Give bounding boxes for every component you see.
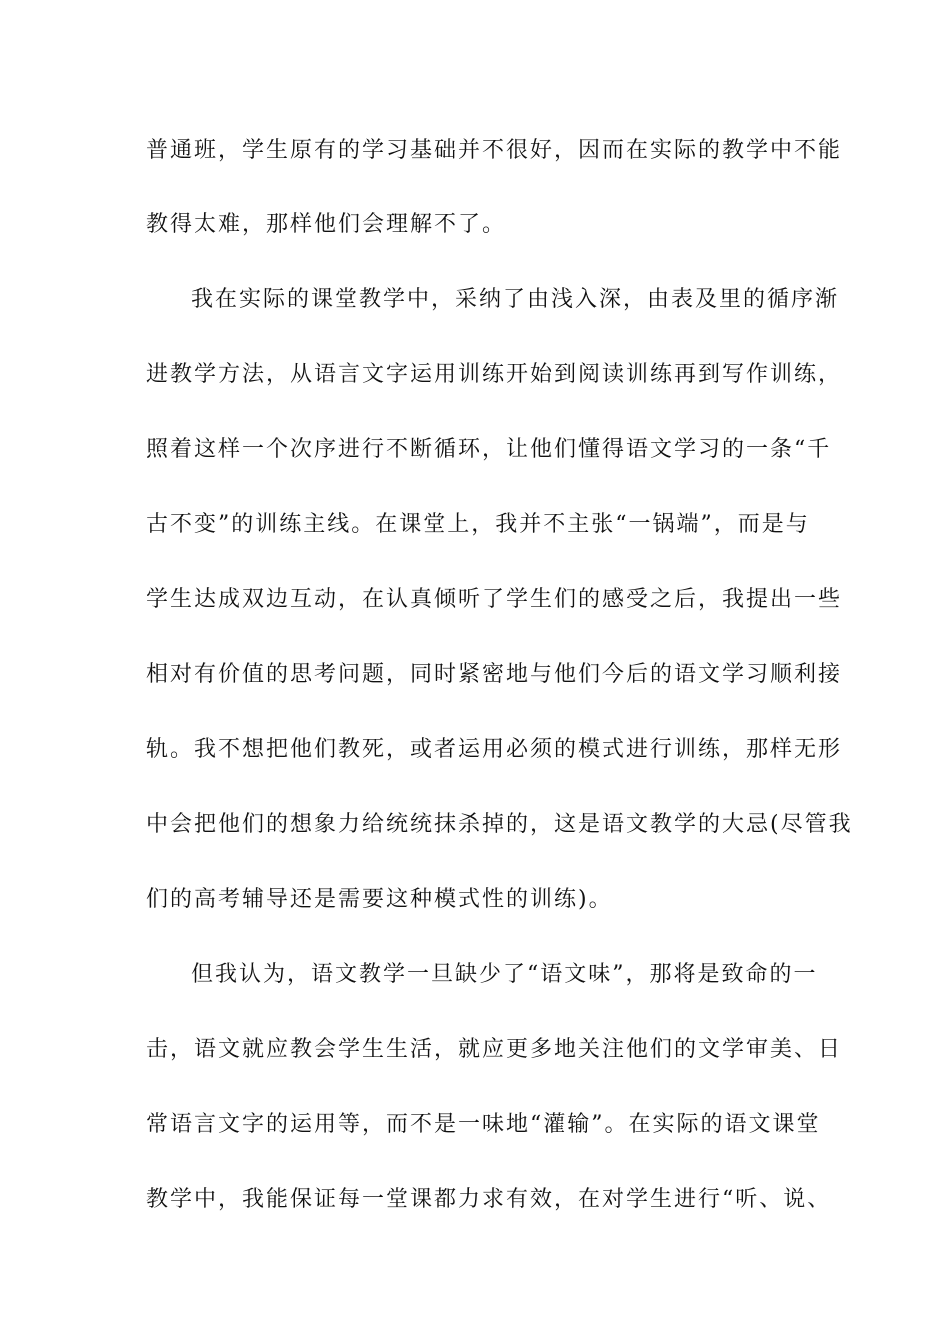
paragraph-first-line: 我在实际的课堂教学中，采纳了由浅入深，由表及里的循序渐 bbox=[191, 287, 840, 312]
paragraph-line: 照着这样一个次序进行不断循环，让他们懂得语文学习的一条“千 bbox=[146, 437, 832, 462]
paragraph-line: 中会把他们的想象力给统统抹杀掉的，这是语文教学的大忌(尽管我 bbox=[146, 812, 853, 837]
paragraph-line: 普通班，学生原有的学习基础并不很好，因而在实际的教学中不能 bbox=[146, 138, 843, 163]
paragraph-line: 进教学方法，从语言文字运用训练开始到阅读训练再到写作训练， bbox=[146, 362, 843, 387]
paragraph-line: 学生达成双边互动，在认真倾听了学生们的感受之后，我提出一些 bbox=[146, 587, 843, 612]
paragraph-first-line: 但我认为，语文教学一旦缺少了“语文味”，那将是致命的一 bbox=[191, 962, 818, 987]
paragraph-line: 相对有价值的思考问题，同时紧密地与他们今后的语文学习顺利接 bbox=[146, 662, 843, 687]
paragraph-line: 教学中，我能保证每一堂课都力求有效，在对学生进行“听、说、 bbox=[146, 1187, 832, 1212]
paragraph-line: 教得太难，那样他们会理解不了。 bbox=[146, 212, 507, 237]
paragraph-line: 们的高考辅导还是需要这种模式性的训练)。 bbox=[146, 887, 613, 912]
paragraph-line: 古不变”的训练主线。在课堂上，我并不主张“一锅端”，而是与 bbox=[146, 512, 810, 537]
paragraph-line: 轨。我不想把他们教死，或者运用必须的模式进行训练，那样无形 bbox=[146, 737, 843, 762]
paragraph-line: 常语言文字的运用等，而不是一味地“灌输”。在实际的语文课堂 bbox=[146, 1112, 821, 1137]
paragraph-line: 击，语文就应教会学生生活，就应更多地关注他们的文学审美、日 bbox=[146, 1037, 843, 1062]
